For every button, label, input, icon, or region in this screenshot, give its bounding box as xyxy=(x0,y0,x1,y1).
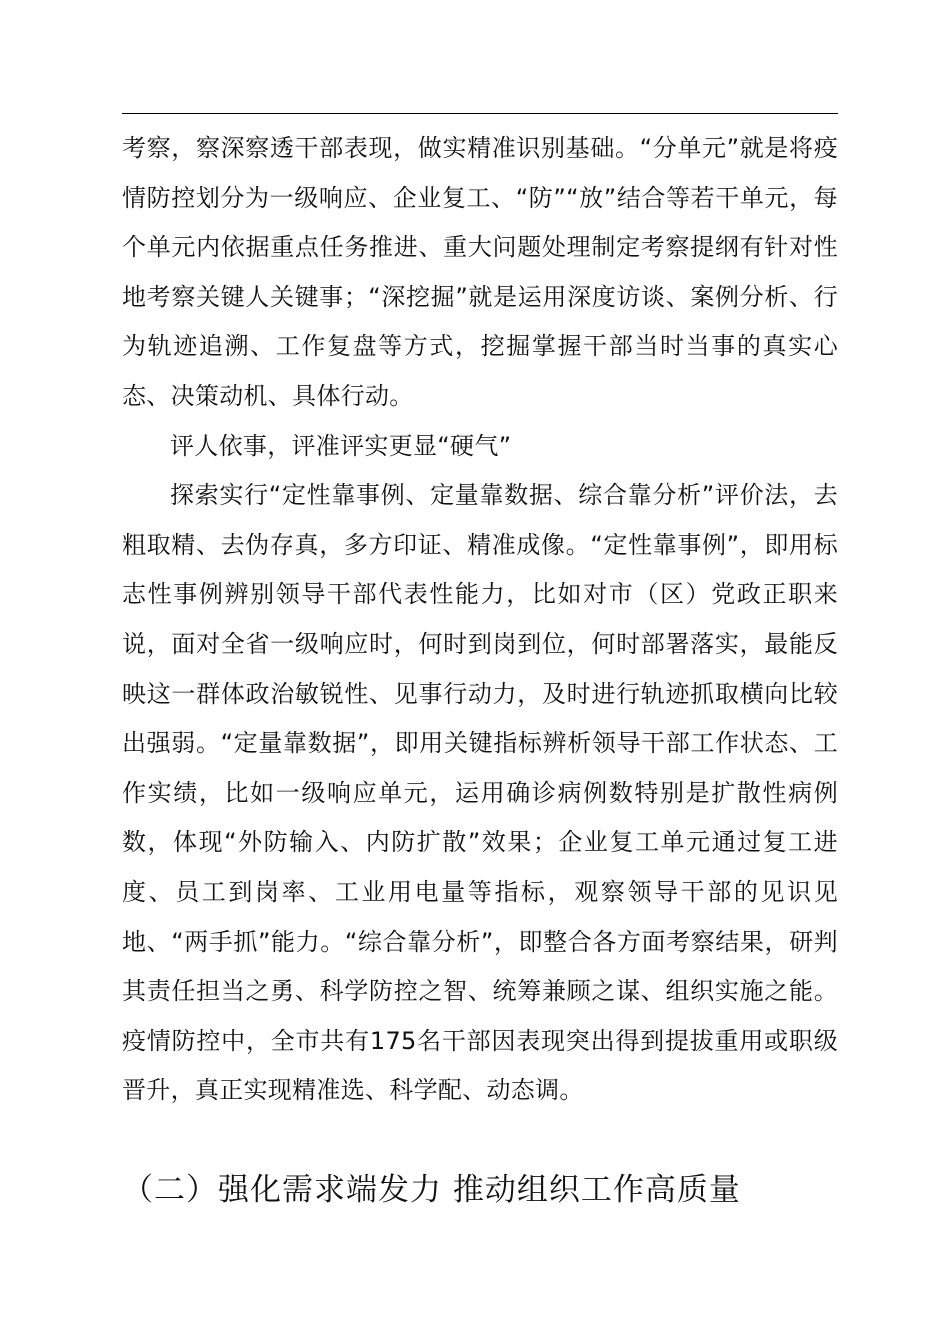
document-body xyxy=(122,124,838,1116)
header-rule xyxy=(122,113,838,114)
section-heading: （二）强化需求端发力 推动组织工作高质量 xyxy=(122,1172,741,1208)
paragraph-continued: 考察，察深察透干部表现，做实精准识别基础。“分单元”就是将疫情防控划分为一级响应、企业复工、“防”“放”结合等若干单元，每个单元内依据重点任务推进、重大问题处理制定考察提纲有针对性地考察关键人关键事；“深挖掘”就是运用深度访谈、案例分析、行为轨迹追溯、工作复盘等方式，挖掘掌握干部当时当事的真实心态、决策动机、具体行动。 xyxy=(122,134,838,410)
paragraph-evaluation-method: 探索实行“定性靠事例、定量靠数据、综合靠分析”评价法，去粗取精、去伪存真，多方印证、精准成像。“定性靠事例”，即用标志性事例辨别领导干部代表性能力，比如对市（区）党政正职来说，面对全省一级响应时，何时到岗到位，何时部署落实，最能反映这一群体政治敏锐性、见事行动力，及时进行轨迹抓取横向比较出强弱。“定量靠数据”，即用关键指标辨析领导干部工作状态、工作实绩，比如一级响应单元，运用确诊病例数特别是扩散性病例数，体现“外防输入、内防扩散”效果；企业复工单元通过复工进度、员工到岗率、工业用电量等指标，观察领导干部的见识见地、“两手抓”能力。“综合靠分析”，即整合各方面考察结果，研判其责任担当之勇、科学防控之智、统筹兼顾之谋、组织实施之能。疫情防控中，全市共有175名干部因表现突出得到提拔重用或职级晋升，真正实现精准选、科学配、动态调。 xyxy=(122,481,838,1105)
subheading-evaluation: 评人依事，评准评实更显“硬气” xyxy=(170,431,512,460)
